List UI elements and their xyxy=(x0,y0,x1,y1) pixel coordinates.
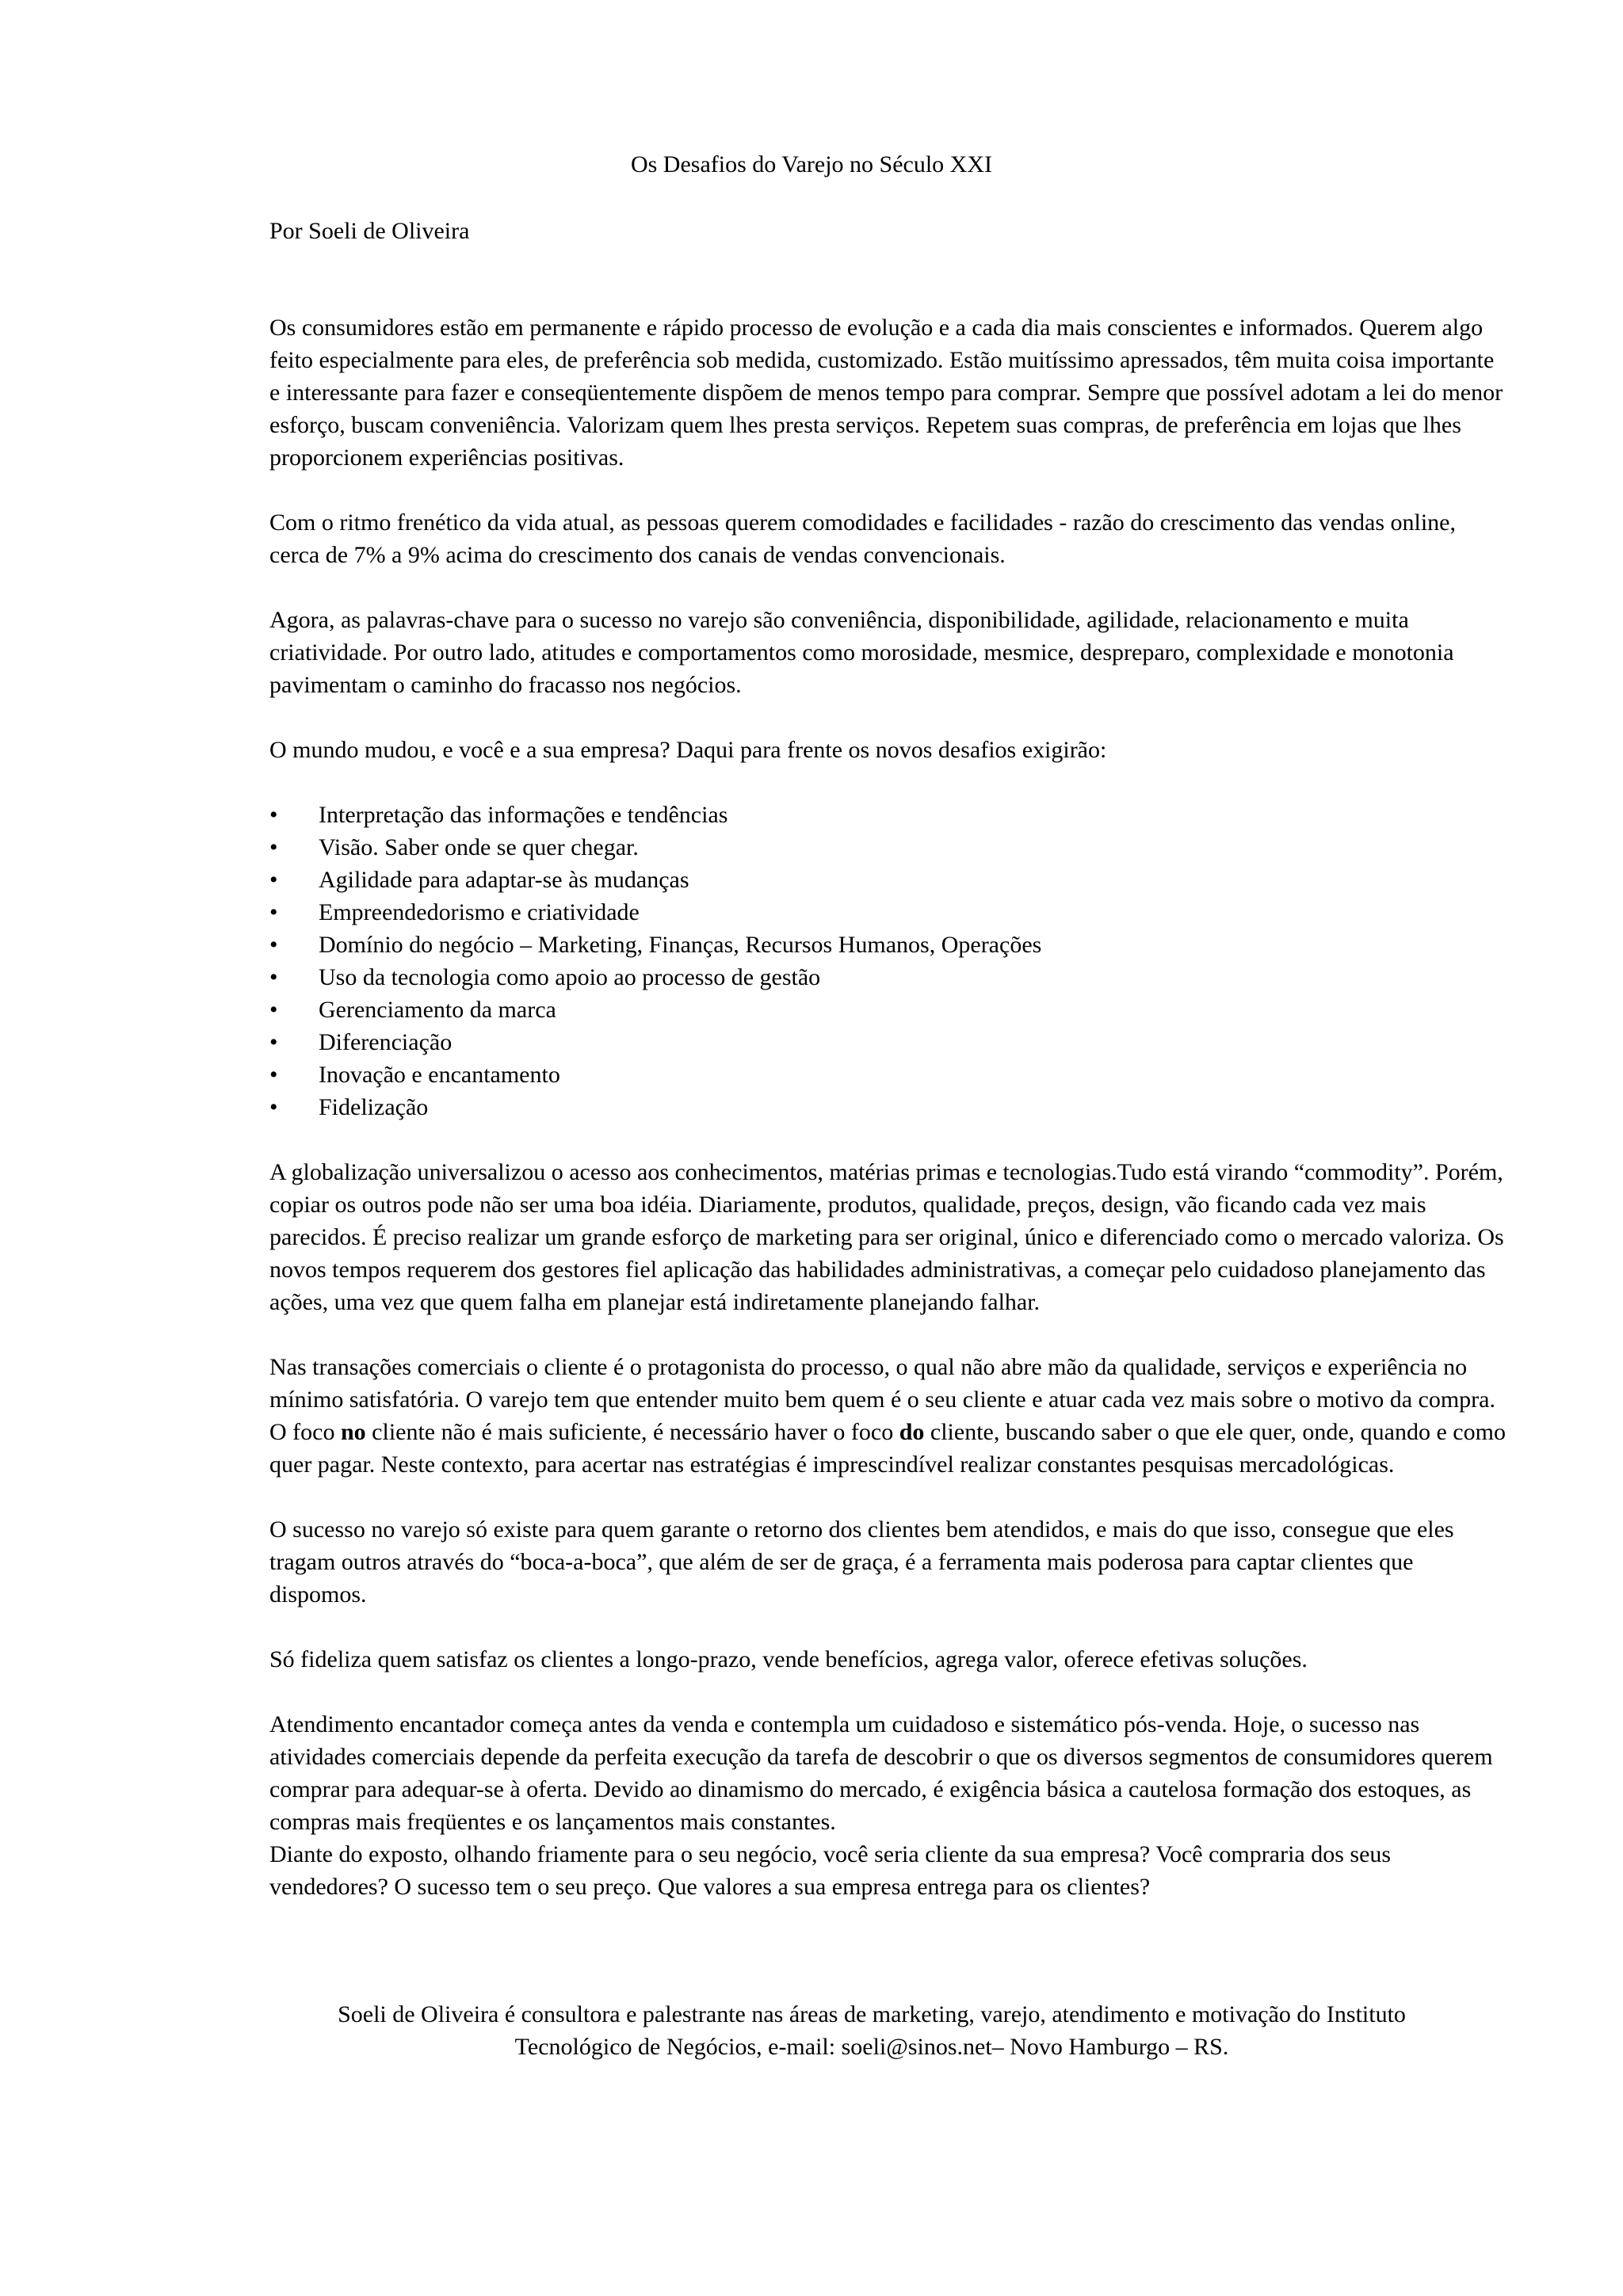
list-item xyxy=(269,961,1506,994)
author-byline: Por Soeli de Oliveira xyxy=(269,218,470,244)
paragraph-6-text-c: cliente não é mais suficiente, é necessário haver o foco xyxy=(365,1419,899,1445)
list-item xyxy=(269,994,1506,1026)
list-item xyxy=(269,1026,1506,1058)
bullet-icon: • xyxy=(269,867,278,893)
bullet-icon: • xyxy=(269,1062,278,1088)
list-item-text: Empreendedorismo e criatividade xyxy=(319,899,640,925)
list-item-text: Gerenciamento da marca xyxy=(319,997,556,1023)
author-bio-line-1: Soeli de Oliveira é consultora e palestrante nas áreas de marketing, varejo, atendimento e motivação do Instituto xyxy=(338,2001,1406,2027)
paragraph-4: O mundo mudou, e você e a sua empresa? Daqui para frente os novos desafios exigirão: xyxy=(269,737,1107,763)
list-item-text: Agilidade para adaptar-se às mudanças xyxy=(319,867,689,893)
list-item xyxy=(269,896,1506,929)
paragraph-2: Com o ritmo frenético da vida atual, as pessoas querem comodidades e facilidades - razão do crescimento das vendas online, cerca de 7% a 9% acima do crescimento dos canais de vendas convencionais. xyxy=(269,509,1456,568)
paragraph-6 xyxy=(269,1351,1506,1481)
bullet-icon: • xyxy=(269,997,278,1023)
emphasis-do: do xyxy=(899,1419,925,1445)
list-item-text: Fidelização xyxy=(319,1094,429,1120)
paragraph-10: Diante do exposto, olhando friamente para o seu negócio, você seria cliente da sua empresa? Você compraria dos seus vendedores? O sucesso tem o seu preço. Que valores a sua empresa entrega para os clientes? xyxy=(269,1841,1392,1900)
list-item-text: Diferenciação xyxy=(319,1029,453,1055)
article-body xyxy=(269,311,1506,1936)
bullet-icon: • xyxy=(269,964,278,990)
bullet-icon: • xyxy=(269,899,278,925)
list-item xyxy=(269,799,1506,831)
paragraph-7: O sucesso no varejo só existe para quem garante o retorno dos clientes bem atendidos, e mais do que isso, consegue que eles tragam outros através do “boca-a-boca”, que além de ser de graça, é a ferramenta mais poderosa para captar clientes que dispomos. xyxy=(269,1516,1454,1608)
emphasis-no: no xyxy=(340,1419,366,1445)
list-item-text: Visão. Saber onde se quer chegar. xyxy=(319,834,639,860)
paragraph-8: Só fideliza quem satisfaz os clientes a longo-prazo, vende benefícios, agrega valor, oferece efetivas soluções. xyxy=(269,1646,1308,1672)
author-bio xyxy=(238,1998,1506,2063)
paragraph-9: Atendimento encantador começa antes da venda e contempla um cuidadoso e sistemático pós-venda. Hoje, o sucesso nas atividades comerciais depende da perfeita execução da tarefa de descobrir o que os diversos segmentos de consumidores querem comprar para adequar-se à oferta. Devido ao dinamismo do mercado, é exigência básica a cautelosa formação dos estoques, as compras mais freqüentes e os lançamentos mais constantes. xyxy=(269,1711,1493,1835)
list-item xyxy=(269,864,1506,896)
paragraph-3: Agora, as palavras-chave para o sucesso no varejo são conveniência, disponibilidade, agilidade, relacionamento e muita criatividade. Por outro lado, atitudes e comportamentos como morosidade, mesmice, despreparo, complexidade e monotonia pavimentam o caminho do fracasso nos negócios. xyxy=(269,607,1454,698)
bullet-icon: • xyxy=(269,802,278,828)
list-item-text: Domínio do negócio – Marketing, Finanças, Recursos Humanos, Operações xyxy=(319,932,1042,958)
list-item xyxy=(269,929,1506,961)
list-item-text: Uso da tecnologia como apoio ao processo de gestão xyxy=(319,964,821,990)
paragraph-1: Os consumidores estão em permanente e rápido processo de evolução e a cada dia mais conscientes e informados. Querem algo feito especialmente para eles, de preferência sob medida, customizado. Estão muitíssimo apressados, têm muita coisa importante e interessante para fazer e conseqüentemente dispõem de menos tempo para comprar. Sempre que possível adotam a lei do menor esforço, buscam conveniência. Valorizam quem lhes presta serviços. Repetem suas compras, de preferência em lojas que lhes proporcionem experiências positivas. xyxy=(269,315,1503,471)
list-item-text: Inovação e encantamento xyxy=(319,1062,560,1088)
bullet-icon: • xyxy=(269,1029,278,1055)
challenges-list xyxy=(269,799,1506,1123)
list-item xyxy=(269,1058,1506,1091)
bullet-icon: • xyxy=(269,834,278,860)
paragraph-6-text-e: cliente, buscando saber o que ele quer, onde, quando e como quer pagar. Neste contexto, para acertar nas estratégias é imprescindível realizar constantes pesquisas mercadológicas. xyxy=(269,1419,1506,1478)
paragraph-6-text-a: Nas transações comerciais o cliente é o protagonista do processo, o qual não abre mão da qualidade, serviços e experiência no mínimo satisfatória. O varejo tem que entender muito bem quem é o seu cliente e atuar cada vez mais sobre o motivo da compra. O foco xyxy=(269,1354,1495,1445)
bullet-icon: • xyxy=(269,932,278,958)
document-title: Os Desafios do Varejo no Século XXI xyxy=(630,151,993,177)
list-item xyxy=(269,831,1506,864)
bullet-icon: • xyxy=(269,1094,278,1120)
list-item-text: Interpretação das informações e tendências xyxy=(319,802,728,828)
author-bio-line-2: Tecnológico de Negócios, e-mail: soeli@sinos.net– Novo Hamburgo – RS. xyxy=(514,2034,1229,2060)
list-item xyxy=(269,1091,1506,1123)
paragraph-5: A globalização universalizou o acesso aos conhecimentos, matérias primas e tecnologias.Tudo está virando “commodity”. Porém, copiar os outros pode não ser uma boa idéia. Diariamente, produtos, qualidade, preços, design, vão ficando cada vez mais parecidos. É preciso realizar um grande esforço de marketing para ser original, único e diferenciado como o mercado valoriza. Os novos tempos requerem dos gestores fiel aplicação das habilidades administrativas, a começar pelo cuidadoso planejamento das ações, uma vez que quem falha em planejar está indiretamente planejando falhar. xyxy=(269,1159,1504,1315)
